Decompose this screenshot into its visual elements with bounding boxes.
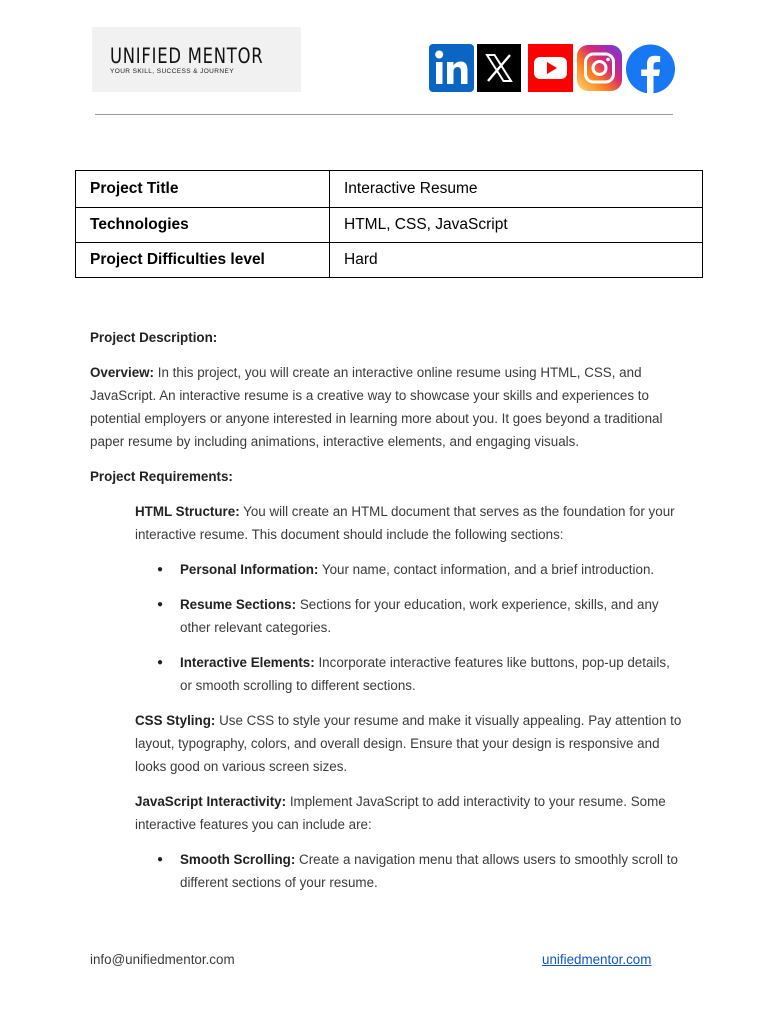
overview-text: In this project, you will create an interactive online resume using HTML, CSS, and JavaScript. An interactive resume is a creative way to showcase your skills and experiences to potential employers or anyone interested in learning more about you. It goes beyond a traditional paper resume by including animations, interactive elements, and engaging visuals. — [90, 365, 663, 449]
html-structure-label: HTML Structure: — [135, 504, 240, 519]
project-info-table — [75, 170, 703, 278]
logo-name: UNIFIED MENTOR — [110, 43, 264, 68]
css-styling-paragraph — [135, 709, 685, 778]
css-styling-label: CSS Styling: — [135, 713, 216, 728]
footer-website-link[interactable]: unifiedmentor.com — [542, 952, 652, 967]
logo-tagline: YOUR SKILL, SUCCESS & JOURNEY — [110, 67, 234, 75]
x-icon[interactable] — [477, 44, 521, 92]
facebook-icon[interactable] — [626, 44, 675, 92]
list-item-text: Incorporate interactive features like buttons, pop-up details, or smooth scrolling to different sections. — [180, 655, 670, 693]
js-features-list — [135, 848, 685, 894]
description-heading: Project Description: — [90, 330, 218, 345]
list-item-text: Create a navigation menu that allows users to smoothly scroll to different sections of your resume. — [180, 852, 678, 890]
list-item — [135, 848, 685, 894]
project-title-value: Interactive Resume — [330, 171, 703, 208]
js-interactivity-label: JavaScript Interactivity: — [135, 794, 287, 809]
project-title-label: Project Title — [76, 171, 330, 208]
html-structure-text: You will create an HTML document that serves as the foundation for your interactive resume. This document should include the following sections: — [135, 504, 675, 542]
js-interactivity-text: Implement JavaScript to add interactivity to your resume. Some interactive features you can include are: — [135, 794, 666, 832]
list-item-text: Your name, contact information, and a brief introduction. — [321, 562, 655, 577]
document-body — [90, 326, 685, 906]
difficulty-value: Hard — [330, 243, 703, 278]
overview-label: Overview: — [90, 365, 155, 380]
css-styling-text: Use CSS to style your resume and make it visually appealing. Pay attention to layout, typography, colors, and overall design. Ensure that your design is responsive and looks good on various screen sizes. — [135, 713, 682, 774]
list-item-label: Smooth Scrolling: — [180, 852, 296, 867]
table-row — [76, 171, 703, 208]
difficulty-label: Project Difficulties level — [76, 243, 330, 278]
footer-email: info@unifiedmentor.com — [90, 952, 235, 967]
list-item — [135, 593, 685, 639]
technologies-label: Technologies — [76, 208, 330, 243]
youtube-icon[interactable] — [528, 44, 573, 92]
html-structure-paragraph — [135, 500, 685, 546]
table-row — [76, 243, 703, 278]
list-item — [135, 651, 685, 697]
js-interactivity-paragraph — [135, 790, 685, 836]
unified-mentor-logo — [92, 27, 301, 92]
list-item-label: Interactive Elements: — [180, 655, 315, 670]
header-divider — [95, 114, 673, 115]
list-item-label: Resume Sections: — [180, 597, 297, 612]
instagram-icon[interactable] — [577, 44, 622, 92]
requirements-heading: Project Requirements: — [90, 469, 233, 484]
list-item — [135, 558, 685, 581]
list-item-text: Sections for your education, work experience, skills, and any other relevant categories. — [180, 597, 659, 635]
list-item-label: Personal Information: — [180, 562, 319, 577]
technologies-value: HTML, CSS, JavaScript — [330, 208, 703, 243]
linkedin-icon[interactable] — [429, 44, 474, 92]
html-sections-list — [135, 558, 685, 697]
overview-paragraph — [90, 361, 685, 453]
table-row — [76, 208, 703, 243]
